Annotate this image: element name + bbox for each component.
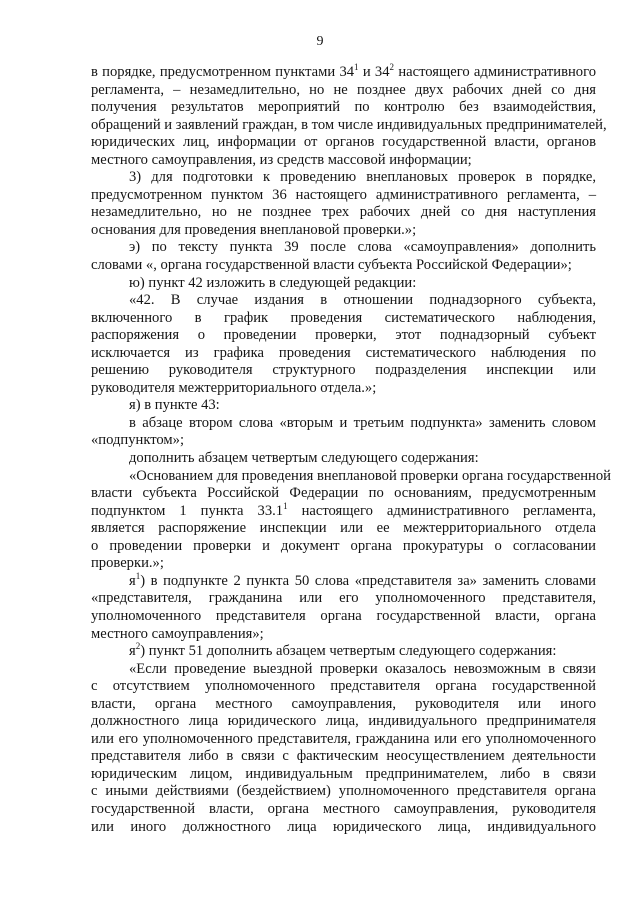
text-line bbox=[91, 643, 596, 661]
text-line bbox=[91, 783, 596, 801]
text-segment: 3) для подготовки к проведению внеплановых проверок в порядке, bbox=[129, 169, 596, 186]
text-line bbox=[91, 415, 596, 433]
text-line bbox=[91, 731, 596, 749]
text-segment: предусмотренном пунктом 36 настоящего административного регламента, – bbox=[91, 186, 596, 203]
text-segment: включенного в график проведения систематического наблюдения, bbox=[91, 309, 596, 326]
text-line bbox=[91, 152, 596, 170]
superscript-index: 1 bbox=[354, 62, 359, 73]
text-segment: я bbox=[129, 643, 136, 660]
text-line bbox=[91, 169, 596, 187]
text-line bbox=[91, 748, 596, 766]
text-segment: юридическим лицом, индивидуальным предпринимателем, либо в связи bbox=[91, 765, 596, 782]
text-line bbox=[91, 116, 607, 135]
text-line bbox=[91, 661, 596, 679]
text-line bbox=[91, 275, 596, 293]
text-segment: о проведении проверки и документ органа прокуратуры о согласовании bbox=[91, 537, 596, 554]
text-line bbox=[91, 222, 596, 240]
text-segment: настоящего административного bbox=[394, 64, 597, 80]
text-line bbox=[91, 432, 596, 450]
text-line bbox=[91, 82, 596, 100]
superscript-index: 1 bbox=[135, 571, 141, 581]
text-line bbox=[91, 520, 596, 538]
text-segment: власти, органа местного самоуправления, руководителя или иного bbox=[91, 695, 596, 712]
text-segment: исключается из графика проведения систематического наблюдения по bbox=[91, 344, 596, 361]
text-segment: ю) пункт 42 изложить в следующей редакции: bbox=[129, 274, 417, 291]
text-segment: я) в пункте 43: bbox=[129, 397, 220, 414]
text-segment: власти субъекта Российской Федерации по основаниям, предусмотренным bbox=[91, 485, 596, 502]
text-segment: «Если проведение выездной проверки оказалось невозможным в связи bbox=[129, 660, 596, 677]
text-segment: «42. В случае издания в отношении поднадзорного субъекта, bbox=[129, 292, 596, 309]
text-line bbox=[91, 608, 596, 626]
text-line bbox=[91, 555, 596, 573]
document-body bbox=[91, 62, 611, 836]
text-segment: я bbox=[129, 572, 136, 589]
text-segment: является распоряжение инспекции или ее межтерриториального отдела bbox=[91, 520, 596, 537]
text-segment: обращений и заявлений граждан, в том числе индивидуальных предпринимателей, bbox=[91, 116, 607, 133]
text-segment: ) пункт 51 дополнить абзацем четвертым следующего содержания: bbox=[140, 643, 557, 660]
text-line bbox=[91, 626, 596, 644]
text-line bbox=[91, 713, 596, 731]
text-line bbox=[91, 766, 596, 784]
text-line bbox=[91, 819, 596, 837]
text-line bbox=[91, 362, 596, 380]
text-segment: получения результатов мероприятий по контролю без взаимодействия, bbox=[91, 99, 596, 116]
text-line bbox=[91, 573, 596, 591]
text-line bbox=[91, 187, 596, 205]
text-segment: дополнить абзацем четвертым следующего содержания: bbox=[129, 450, 479, 467]
superscript-index: 2 bbox=[389, 62, 395, 73]
text-segment: юридических лиц, информации от органов государственной власти, органов bbox=[91, 134, 596, 151]
text-segment: настоящего административного регламента, bbox=[287, 502, 596, 519]
text-segment: с отсутствием уполномоченного представителя органа государственной bbox=[91, 678, 596, 695]
text-line bbox=[91, 239, 596, 257]
text-segment: или иного должностного лица юридического лица, индивидуального bbox=[91, 818, 596, 835]
text-segment: регламента, – незамедлительно, но не позднее двух рабочих дней со дня bbox=[91, 81, 596, 98]
text-line bbox=[91, 257, 596, 275]
text-segment: «представителя, гражданина или его уполномоченного представителя, bbox=[91, 590, 596, 607]
text-line bbox=[91, 590, 596, 608]
text-segment: в абзаце втором слова «вторым и третьим подпункта» заменить словом bbox=[129, 414, 596, 431]
text-segment: проверки.»; bbox=[91, 555, 164, 572]
text-line bbox=[91, 292, 596, 310]
text-segment: незамедлительно, но не позднее трех рабочих дней со дня наступления bbox=[91, 204, 596, 221]
text-line bbox=[91, 801, 596, 819]
text-line bbox=[91, 310, 596, 328]
text-line bbox=[91, 99, 596, 117]
text-segment: распоряжения о проведении проверки, этот поднадзорный субъект bbox=[91, 327, 596, 344]
text-segment: в порядке, предусмотренном пунктами 34 bbox=[91, 64, 355, 80]
text-segment: решению руководителя структурного подразделения инспекции или bbox=[91, 362, 596, 379]
text-segment: подпунктом 1 пункта 33.1 bbox=[91, 502, 284, 519]
text-line bbox=[91, 500, 596, 521]
text-line bbox=[91, 678, 596, 696]
superscript-index: 2 bbox=[135, 641, 141, 652]
text-line bbox=[91, 538, 596, 556]
text-line bbox=[91, 327, 596, 345]
text-line bbox=[91, 380, 596, 398]
text-segment: основания для проведения внеплановой проверки.»; bbox=[91, 221, 417, 238]
text-line bbox=[91, 450, 596, 468]
page-number: 9 bbox=[316, 34, 324, 49]
text-segment: руководителя межтерриториального отдела.»; bbox=[91, 379, 377, 396]
text-segment: «подпунктом»; bbox=[91, 432, 185, 449]
text-line bbox=[91, 696, 596, 714]
text-segment: ) в подпункте 2 пункта 50 слова «представителя за» заменить словами bbox=[140, 572, 596, 589]
text-segment: и 34 bbox=[358, 64, 390, 80]
text-segment: или его уполномоченного представителя, гражданина или его уполномоченного bbox=[91, 730, 596, 747]
superscript-index: 1 bbox=[283, 500, 288, 511]
text-segment: представителя либо в связи с фактическим неосуществлением деятельности bbox=[91, 748, 596, 765]
text-line bbox=[91, 467, 611, 486]
text-line bbox=[91, 134, 596, 152]
text-segment: с иными действиями (бездействием) уполномоченного представителя органа bbox=[91, 783, 596, 800]
text-segment: «Основанием для проведения внеплановой проверки органа государственной bbox=[129, 467, 611, 484]
text-segment: местного самоуправления, из средств массовой информации; bbox=[91, 151, 472, 168]
text-line bbox=[91, 64, 596, 82]
text-segment: уполномоченного представителя органа государственной власти, органа bbox=[91, 607, 596, 624]
text-segment: государственной власти, органа местного самоуправления, руководителя bbox=[91, 800, 596, 817]
text-line bbox=[91, 485, 596, 503]
text-line bbox=[91, 204, 596, 222]
text-segment: словами «, органа государственной власти субъекта Российской Федерации»; bbox=[91, 257, 572, 274]
text-segment: э) по тексту пункта 39 после слова «самоуправления» дополнить bbox=[129, 239, 596, 256]
text-line bbox=[91, 345, 596, 363]
text-line bbox=[91, 397, 596, 415]
text-segment: местного самоуправления»; bbox=[91, 625, 264, 642]
text-segment: должностного лица юридического лица, индивидуального предпринимателя bbox=[91, 713, 596, 730]
